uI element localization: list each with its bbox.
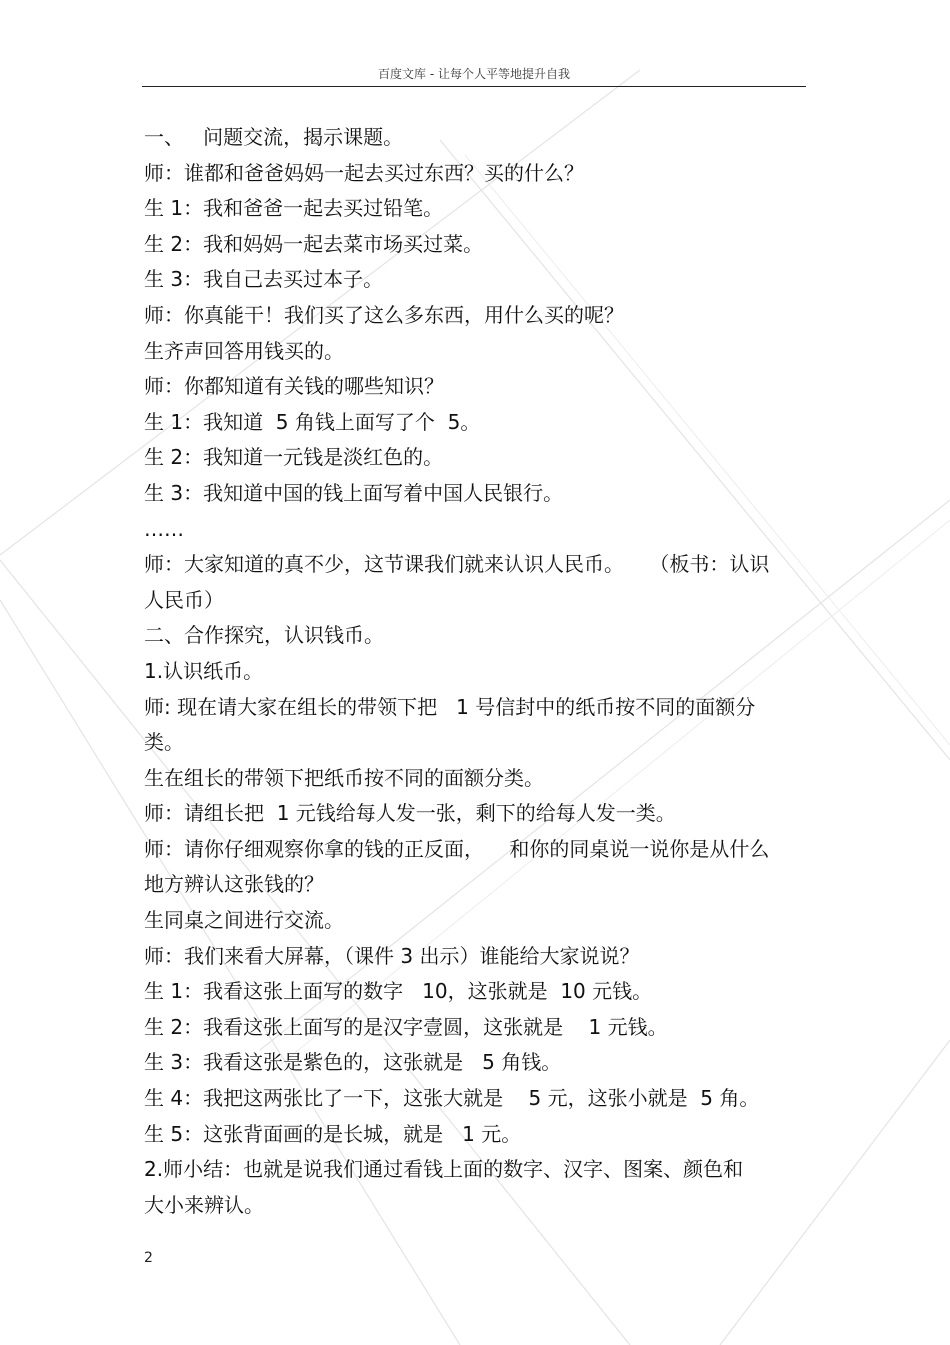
text-line: 一、 问题交流，揭示课题。 xyxy=(144,125,404,149)
text-line: 生 2：我看这张上面写的是汉字壹圆，这张就是 1 元钱。 xyxy=(144,1014,668,1039)
text-line: 生 3：我看这张是紫色的，这张就是 5 角钱。 xyxy=(144,1050,562,1075)
text-line: 类。 xyxy=(144,730,184,755)
page-number: 2 xyxy=(144,1250,153,1266)
text-line: 人民币） xyxy=(144,587,224,612)
section-heading: 二、合作探究，认识钱币。 xyxy=(144,623,384,648)
header-text: 百度文库 - 让每个人平等地提升自我 xyxy=(378,67,570,81)
text-line: 师：你真能干！我们买了这么多东西，用什么买的呢？ xyxy=(144,302,624,327)
page-header xyxy=(142,64,806,87)
text-line: 师：大家知道的真不少，这节课我们就来认识人民币。 （板书：认识 xyxy=(144,552,770,577)
text-line: 生同桌之间进行交流。 xyxy=(144,908,344,933)
text-line: 生 1：我看这张上面写的数字 10，这张就是 10 元钱。 xyxy=(144,979,653,1004)
text-line: 生在组长的带领下把纸币按不同的面额分类。 xyxy=(144,765,544,790)
text-line: 师：我们来看大屏幕，（课件 3 出示）谁能给大家说说？ xyxy=(144,943,640,968)
subsection-heading: 1.认识纸币。 xyxy=(144,658,264,683)
subsection-heading: 2.师小结：也就是说我们通过看钱上面的数字、汉字、图案、颜色和 xyxy=(144,1157,744,1182)
text-line: 生 4：我把这两张比了一下，这张大就是 5 元，这张小就是 5 角。 xyxy=(144,1086,760,1111)
document-body xyxy=(144,120,804,1223)
text-line: 师：谁都和爸爸妈妈一起去买过东西？买的什么？ xyxy=(144,160,584,185)
text-line: 师: 现在请大家在组长的带领下把 1 号信封中的纸币按不同的面额分 xyxy=(144,694,756,719)
text-line: 生 5：这张背面画的是长城，就是 1 元。 xyxy=(144,1121,522,1146)
text-line: …… xyxy=(144,516,184,541)
text-line: 地方辨认这张钱的？ xyxy=(144,872,324,897)
text-line: 生 3：我知道中国的钱上面写着中国人民银行。 xyxy=(144,480,564,505)
text-line: 生齐声回答用钱买的。 xyxy=(144,338,344,363)
text-line: 生 3：我自己去买过本子。 xyxy=(144,267,384,292)
text-line: 师：请你仔细观察你拿的钱的正反面， 和你的同桌说一说你是从什么 xyxy=(144,836,770,861)
text-line: 师：你都知道有关钱的哪些知识？ xyxy=(144,374,444,399)
text-line: 师：请组长把 1 元钱给每人发一张，剩下的给每人发一类。 xyxy=(144,801,676,826)
text-line: 生 2：我知道一元钱是淡红色的。 xyxy=(144,445,444,470)
text-line: 大小来辨认。 xyxy=(144,1192,264,1217)
text-line: 生 1：我知道 5 角钱上面写了个 5。 xyxy=(144,409,481,434)
text-line: 生 2：我和妈妈一起去菜市场买过菜。 xyxy=(144,231,484,256)
text-line: 生 1：我和爸爸一起去买过铅笔。 xyxy=(144,196,444,221)
